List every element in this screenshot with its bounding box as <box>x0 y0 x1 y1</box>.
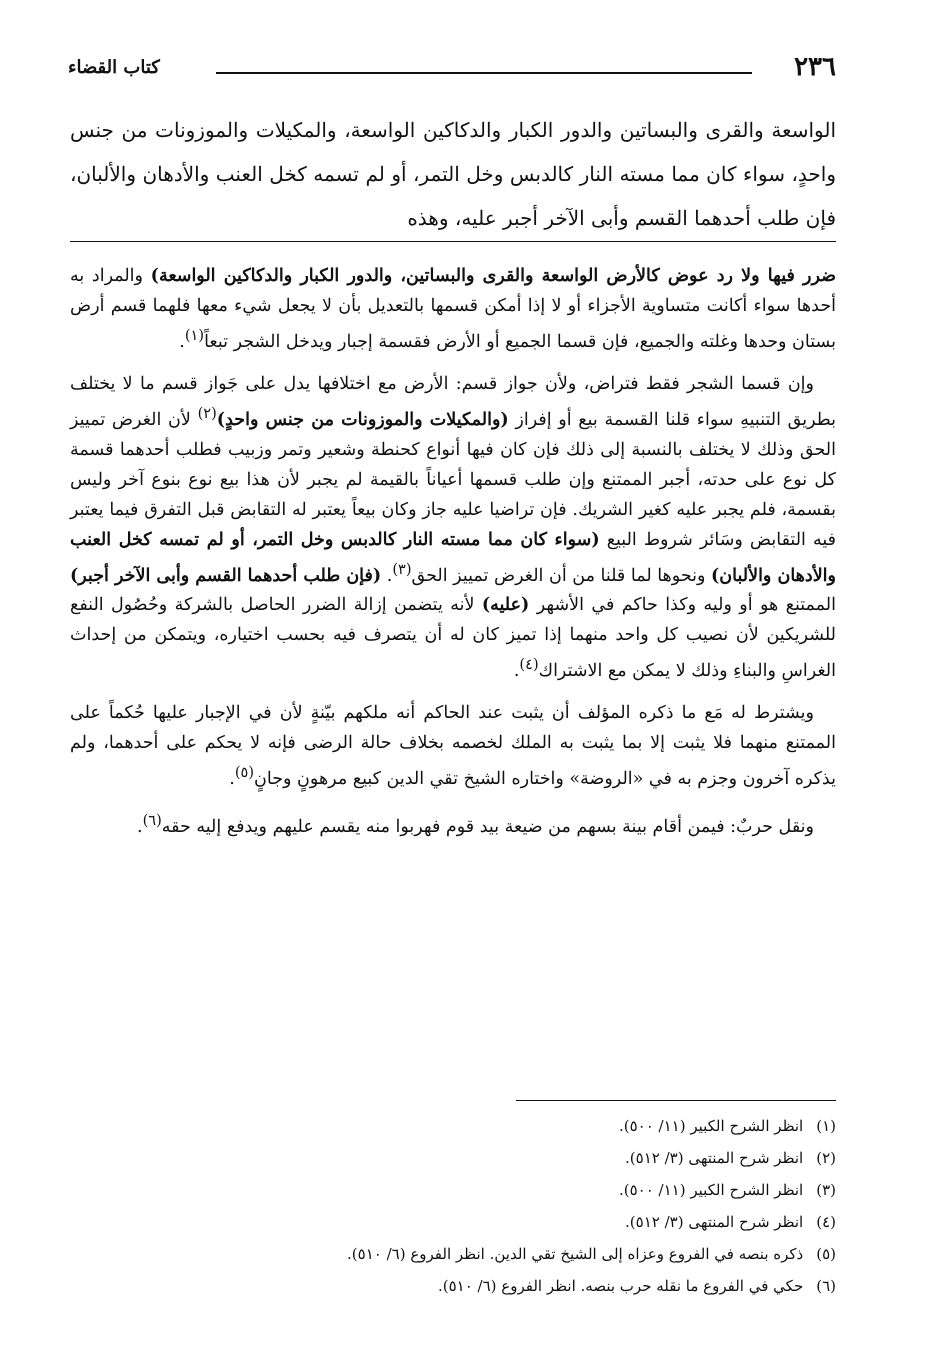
footnote-number: (١) <box>816 1117 836 1135</box>
quoted-matn: (فإن طلب أحدهما القسم وأبى الآخر أجبر) <box>70 565 382 586</box>
text-separator-rule <box>70 241 836 242</box>
footnote-separator <box>516 1100 836 1101</box>
footnote-ref[interactable]: (٢) <box>197 404 217 422</box>
commentary-paragraph-3: ويشترط له مَع ما ذكره المؤلف أن يثبت عند الحاكم أنه ملكهم بيّنةٍ لأن في الإجبار عليها حُكماً على الممتنع منهما فلا يثبت إلا بما يثبت به الملك لخصمه بخلاف حالة الرضى فإنه لا يحكم على أحدهما، ولم يذكره آخرون وجزم به في «الروضة» واختاره الشيخ تقي الدين كبيع مرهونٍ وجانٍ$^{(٥)}$. <box>70 703 836 790</box>
commentary <box>70 261 836 854</box>
footnote <box>240 1206 836 1238</box>
quoted-matn: (عليه) <box>481 595 530 616</box>
commentary-paragraph-4: ونقل حربٌ: فيمن أقام بينة بسهم من ضيعة بيد قوم فهربوا منه يقسم عليهم ويدفع إليه حقه$^{(٦)}$. <box>136 812 814 837</box>
quoted-matn: (سواء كان مما مسته النار كالدبس وخل التمر، أو لم تمسه كخل العنب والأدهان والألبان) <box>70 529 836 586</box>
footnote <box>240 1270 836 1302</box>
footnote-ref[interactable]: (٤) <box>519 656 539 674</box>
footnote-ref[interactable]: (٣) <box>392 560 412 578</box>
quoted-matn: (والمكيلات والموزونات من جنس واحدٍ) <box>216 409 509 430</box>
quoted-matn: ضرر فيها ولا رد عوض كالأرض الواسعة والقرى والبساتين، والدور الكبار والدكاكين الواسعة) <box>150 266 837 286</box>
footnote-text: ذكره بنصه في الفروع وعزاه إلى الشيخ تقي الدين. انظر الفروع (٦/ ٥١٠). <box>347 1245 804 1263</box>
footnote <box>240 1142 836 1174</box>
main-text <box>70 108 836 240</box>
footnote-text: انظر الشرح الكبير (١١/ ٥٠٠). <box>618 1117 804 1135</box>
footnote-text: انظر شرح المنتهى (٣/ ٥١٢). <box>625 1149 804 1167</box>
footnote-text: انظر شرح المنتهى (٣/ ٥١٢). <box>625 1213 804 1231</box>
footnotes <box>240 1110 836 1302</box>
footnote-number: (٣) <box>816 1181 836 1199</box>
footnote-ref[interactable]: (١) <box>184 327 205 344</box>
footnote-ref[interactable]: (٦) <box>142 812 162 830</box>
footnote-ref[interactable]: (٥) <box>234 764 255 782</box>
footnote-text: انظر الشرح الكبير (١١/ ٥٠٠). <box>618 1181 804 1199</box>
chapter-title: كتاب القضاء <box>68 57 160 78</box>
footnote <box>240 1174 836 1206</box>
running-header <box>68 50 836 84</box>
footnote-number: (٦) <box>816 1277 836 1295</box>
footnote <box>240 1110 836 1142</box>
header-rule <box>216 72 752 74</box>
commentary-paragraph-1: ضرر فيها ولا رد عوض كالأرض الواسعة والقرى والبساتين، والدور الكبار والدكاكين الواسعة) والمراد به أحدها سواء أكانت متساوية الأجزاء أو لا إذا أمكن قسمها بالتعديل بأن لا يجعل شيء معها فلهما قسم أرض بستان وحدها وغلته والجميع، فإن قسما الجميع أو الأرض فقسمة إجبار ويدخل الشجر تبعاً$^{(١)}$. <box>70 266 837 352</box>
footnote-number: (٤) <box>816 1213 836 1231</box>
footnote-number: (٢) <box>816 1149 836 1167</box>
main-text-paragraph: الواسعة والقرى والبساتين والدور الكبار والدكاكين الواسعة، والمكيلات والموزونات من جنس واحدٍ، سواء كان مما مسته النار كالدبس وخل التمر، أو لم تسمه كخل العنب والأدهان والألبان، فإن طلب أحدهما القسم وأبى الآخر أجبر عليه، وهذه <box>70 118 836 230</box>
footnote-text: حكي في الفروع ما نقله حرب بنصه. انظر الفروع (٦/ ٥١٠). <box>437 1277 804 1295</box>
footnote <box>240 1238 836 1270</box>
page-number: ٢٣٦ <box>794 52 836 82</box>
footnote-number: (٥) <box>816 1245 836 1263</box>
commentary-paragraph-2: وإن قسما الشجر فقط فتراض، ولأن جواز قسم: الأرض مع اختلافها يدل على جَواز قسم ما لا يختلف بطريق التنبيهِ سواء قلنا القسمة بيع أو إفراز (والمكيلات والموزونات من جنس واحدٍ)$^{(٢)}$ لأن الغرض تمييز الحق وذلك لا يختلف بالنسبة إلى ذلك فإن كان فيها أنواع كحنطة وشعير وتمر وزبيب فطلب أحدهما قسمة كل نوع على حدته، أجبر الممتنع وإن طلب قسمها أعياناً بالقيمة لم يجبر لأن هذا بيع نوع بنوع آخر وليس بقسمة، فلم يجبر عليه كغير الشريك. فإن تراضيا عليه جاز وكان بيعاً يعتبر له التقابض قبل التفرق فيما يعتبر فيه التقابض وسَائر شروط البيع (سواء كان مما مسته النار كالدبس وخل التمر، أو لم تمسه كخل العنب والأدهان والألبان) ونحوها لما قلنا من أن الغرض تمييز الحق$^{(٣)}$. (فإن طلب أحدهما القسم وأبى الآخر أجبر) الممتنع هو أو وليه وكذا حاكم في الأشهر (عليه) لأنه يتضمن إزالة الضرر الحاصل بالشركة وحُصُول النفع للشريكين لأن نصيب كل واحد منهما إذا تميز كان له أن يتصرف فيه بحسب اختياره، ويتمكن من إحداث الغراسِ والبناءِ وذلك لا يمكن مع الاشتراك$^{(٤)}$. <box>70 373 836 682</box>
